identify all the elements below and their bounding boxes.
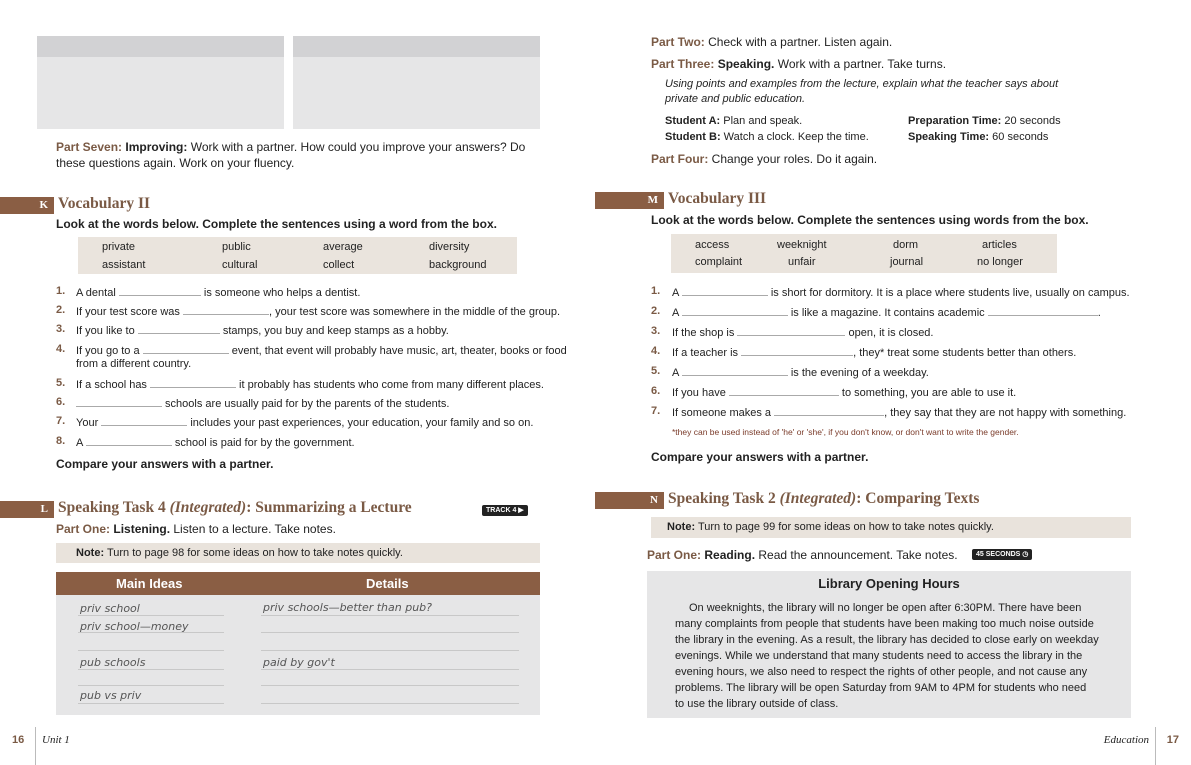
list-item-cont: from a different country. (76, 358, 192, 370)
answer-blank[interactable] (988, 305, 1098, 316)
item-number: 2. (56, 304, 66, 316)
section-title-speaking4: Speaking Task 4 (Integrated): Summarizing a Lecture (58, 499, 412, 516)
answer-blank[interactable] (76, 396, 162, 407)
answer-blank[interactable] (138, 323, 220, 334)
word: journal (890, 256, 924, 268)
reading-box (647, 571, 1131, 718)
word: dorm (893, 239, 919, 251)
item-number: 8. (56, 435, 66, 447)
compare-text: Compare your answers with a partner. (651, 450, 869, 464)
item-number: 4. (56, 343, 66, 355)
list-item: If someone makes a , they say that they are not happy with something. (672, 407, 1127, 419)
list-item: If you have to something, you are able to use it. (672, 387, 1017, 399)
item-number: 7. (651, 405, 661, 417)
part-one-left: Part One: Listening. Listen to a lecture. Take notes. (56, 522, 336, 536)
part-three-prompt: Using points and examples from the lecture, explain what the teacher says about private and public education. (665, 78, 1059, 105)
item-number: 4. (651, 345, 661, 357)
reading-text: On weeknights, the library will no longer be open after 6:30PM. There have been many complaints from people that students have been making too much noise outside the library in the evening. As a result, the library has decided to close early on weekday evenings. While we understand that many students need to access the library in the evening hours, we also need to respect the rights of other people, and not cause any problems. The library will be open Saturday from 9AM to 4PM for students who need to use the library outside of class. (675, 602, 1099, 710)
part-seven: Part Seven: Improving: Work with a partner. How could you improve your answers? Do these questions again. Work on your fluency. (56, 140, 526, 170)
note-right: paid by gov't (263, 656, 335, 669)
part-one-right: Part One: Reading. Read the announcement. Take notes. (647, 548, 958, 562)
student-a: Student A: Plan and speak. (665, 115, 803, 127)
student-b: Student B: Watch a clock. Keep the time. (665, 131, 869, 143)
note-bar-right: Note: Turn to page 99 for some ideas on how to take notes quickly. (651, 517, 1131, 538)
section-title-speaking2: Speaking Task 2 (Integrated): Comparing Texts (668, 490, 980, 507)
rule (261, 650, 519, 651)
answer-blank[interactable] (729, 385, 839, 396)
word: collect (323, 259, 355, 271)
answer-blank[interactable] (741, 345, 853, 356)
section-letter-m: M (595, 192, 664, 209)
item-number: 7. (56, 415, 66, 427)
answer-box-2 (293, 36, 540, 129)
rule (78, 615, 224, 616)
answer-blank[interactable] (150, 377, 236, 388)
page-number: 17 (1166, 734, 1179, 746)
unit-label: Education (1103, 734, 1149, 746)
word: diversity (429, 241, 470, 253)
note-left: pub vs priv (80, 689, 142, 702)
section-letter-k: K (0, 197, 54, 214)
section-title-vocab3: Vocabulary III (668, 190, 767, 207)
item-number: 6. (56, 396, 66, 408)
note-bar-left: Note: Turn to page 98 for some ideas on how to take notes quickly. (56, 543, 540, 563)
note-left: priv school—money (80, 620, 189, 633)
prep-time: Preparation Time: 20 seconds (908, 115, 1061, 127)
list-item: A dental is someone who helps a dentist. (76, 287, 361, 299)
header-main-ideas: Main Ideas (116, 576, 183, 591)
list-item: If you go to a event, that event will probably have music, art, theater, books or food (76, 345, 567, 357)
footer-divider (1155, 727, 1156, 765)
list-item: If a teacher is , they* treat some students better than others. (672, 347, 1077, 359)
rule (261, 669, 519, 670)
word: public (222, 241, 251, 253)
track-badge[interactable]: TRACK 4 ▶ (482, 505, 528, 516)
answer-blank[interactable] (737, 325, 845, 336)
word: articles (982, 239, 1017, 251)
item-number: 1. (56, 285, 66, 297)
rule (261, 615, 519, 616)
list-item: A is like a magazine. It contains academic . (672, 307, 1101, 319)
note-left: pub schools (80, 656, 146, 669)
word: access (695, 239, 730, 251)
footer-left (0, 727, 595, 765)
page-number: 16 (12, 734, 25, 746)
item-number: 2. (651, 305, 661, 317)
word: no longer (977, 256, 1023, 268)
rule (261, 703, 519, 704)
word: cultural (222, 259, 258, 271)
header-details: Details (366, 576, 409, 591)
word: unfair (788, 256, 816, 268)
list-item: A school is paid for by the government. (76, 437, 355, 449)
rule (78, 650, 224, 651)
rule (78, 685, 224, 686)
vocab3-instruction: Look at the words below. Complete the sentences using words from the box. (651, 213, 1089, 227)
rule (78, 703, 224, 704)
item-number: 3. (651, 325, 661, 337)
answer-blank[interactable] (682, 285, 768, 296)
answer-blank[interactable] (86, 435, 172, 446)
speak-time: Speaking Time: 60 seconds (908, 131, 1049, 143)
word-box-vocab3 (671, 234, 1057, 273)
word: weeknight (777, 239, 827, 251)
list-item: If your test score was , your test score was somewhere in the middle of the group. (76, 306, 561, 318)
footer-right (595, 727, 1191, 765)
answer-box-1 (37, 36, 284, 129)
section-letter-l: L (0, 501, 54, 518)
word-box-vocab2 (78, 237, 517, 274)
item-number: 6. (651, 385, 661, 397)
compare-text: Compare your answers with a partner. (56, 457, 274, 471)
list-item: If a school has it probably has students who come from many different places. (76, 379, 544, 391)
note-right: priv schools—better than pub? (263, 601, 432, 614)
answer-blank[interactable] (682, 305, 788, 316)
list-item: If you like to stamps, you buy and keep stamps as a hobby. (76, 325, 449, 337)
timer-badge: 45 SECONDS ◷ (972, 549, 1032, 560)
part-four: Part Four: Change your roles. Do it again. (651, 152, 878, 166)
word: assistant (102, 259, 146, 271)
answer-blank[interactable] (101, 415, 187, 426)
part-two: Part Two: Check with a partner. Listen again. (651, 35, 893, 49)
answer-blank[interactable] (774, 405, 884, 416)
footnote: *they can be used instead of 'he' or 'she', if you don't know, or don't want to write the gender. (672, 427, 1019, 437)
list-item: A is short for dormitory. It is a place where students live, usually on campus. (672, 287, 1130, 299)
answer-blank[interactable] (143, 343, 229, 354)
vocab2-instruction: Look at the words below. Complete the sentences using a word from the box. (56, 217, 497, 231)
section-letter-n: N (595, 492, 664, 509)
unit-label: Unit 1 (42, 734, 70, 746)
list-item: Your includes your past experiences, your education, your family and so on. (76, 417, 534, 429)
item-number: 5. (56, 377, 66, 389)
rule (78, 669, 224, 670)
rule (261, 685, 519, 686)
footer-divider (35, 727, 36, 765)
list-item: If the shop is open, it is closed. (672, 327, 934, 339)
list-item: A is the evening of a weekday. (672, 367, 929, 379)
word: background (429, 259, 487, 271)
word: private (102, 241, 136, 253)
notes-table (56, 572, 540, 715)
table-header (56, 572, 540, 595)
item-number: 5. (651, 365, 661, 377)
section-title-vocab2: Vocabulary II (58, 195, 151, 212)
rule (261, 632, 519, 633)
answer-blank[interactable] (119, 285, 201, 296)
answer-blank[interactable] (183, 304, 269, 315)
part-three: Part Three: Speaking. Work with a partner. Take turns. (651, 57, 947, 71)
item-number: 1. (651, 285, 661, 297)
word: average (323, 241, 363, 253)
reading-title: Library Opening Hours (818, 576, 960, 591)
list-item: schools are usually paid for by the parents of the students. (76, 396, 449, 410)
word: complaint (695, 256, 743, 268)
note-left: priv school (80, 602, 140, 615)
answer-blank[interactable] (682, 365, 788, 376)
item-number: 3. (56, 323, 66, 335)
